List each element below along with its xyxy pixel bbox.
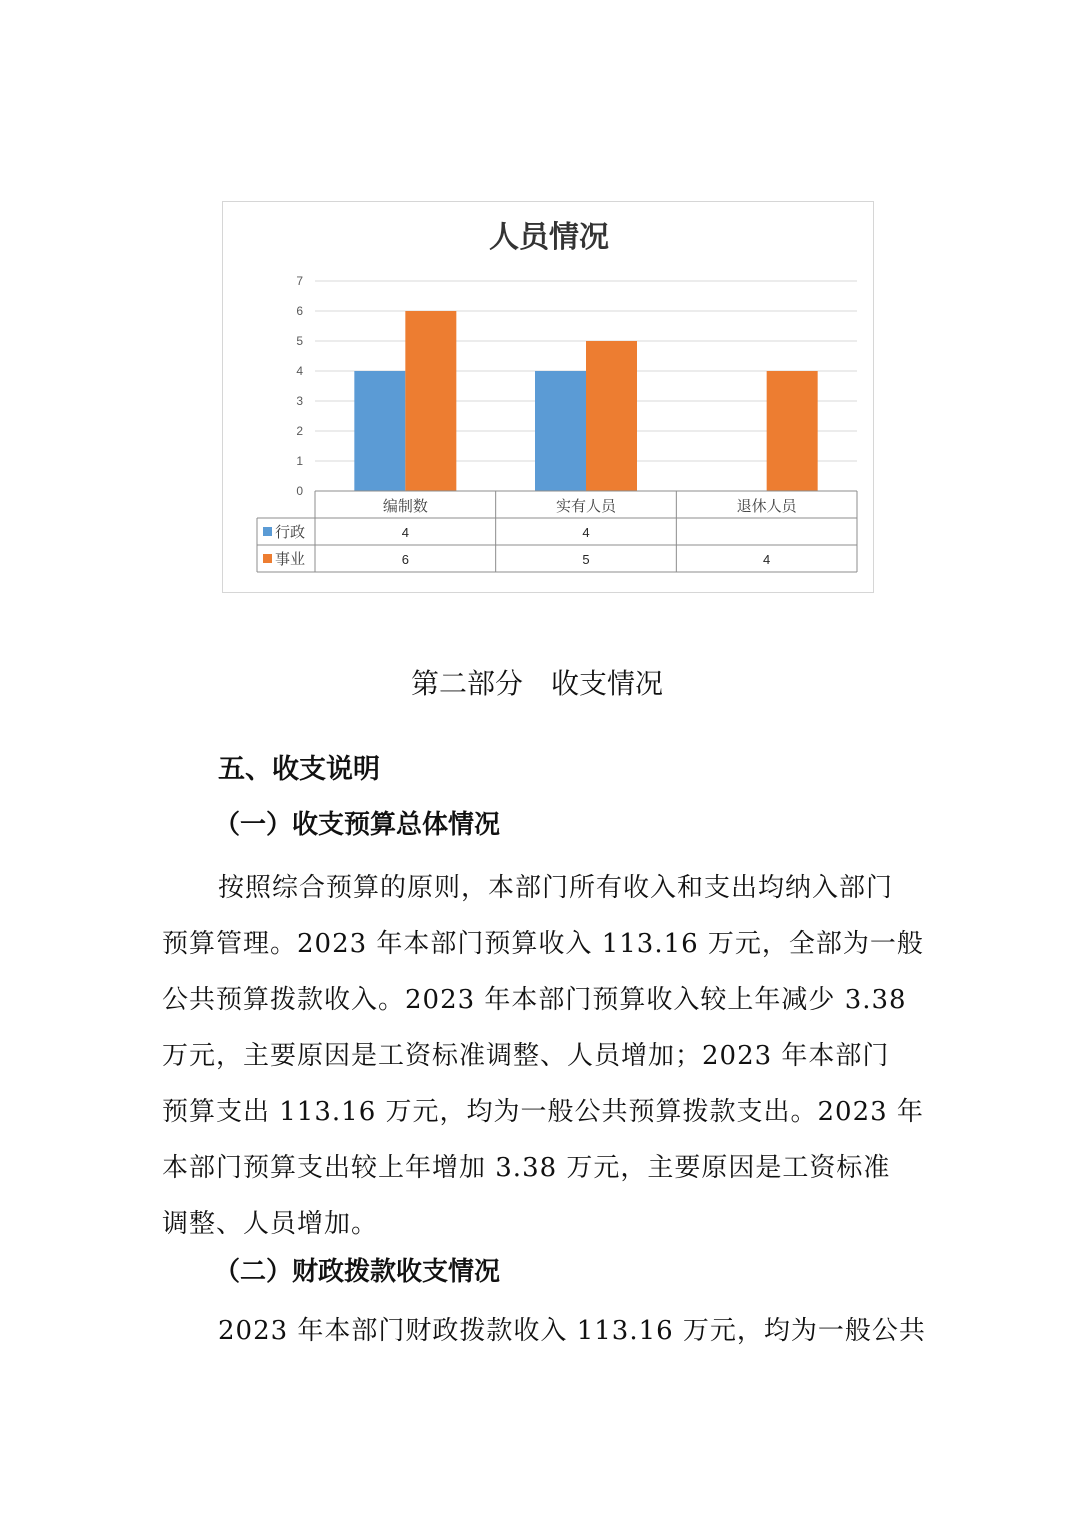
- chart-container: [222, 201, 874, 593]
- table-cell-value: 4: [582, 525, 590, 540]
- bar-admin: [535, 371, 586, 491]
- bar-admin: [354, 371, 405, 491]
- y-tick-label: 1: [296, 454, 303, 468]
- paragraph-line: 本部门预算支出较上年增加 3.38 万元，主要原因是工资标准: [162, 1153, 891, 1183]
- table-cell-value: 4: [401, 525, 409, 540]
- table-cell-value: 5: [582, 552, 590, 567]
- bar-institution: [405, 311, 456, 491]
- paragraph-line: 预算管理。2023 年本部门预算收入 113.16 万元，全部为一般: [162, 929, 924, 959]
- paragraph-line: 调整、人员增加。: [162, 1209, 379, 1239]
- paragraph-budget-overview: [162, 860, 928, 1252]
- legend-swatch: [263, 554, 272, 563]
- paragraph-fiscal-appropriation: [162, 1303, 928, 1359]
- category-label: 实有人员: [555, 497, 617, 515]
- bar-institution: [767, 371, 818, 491]
- paragraph-line: 按照综合预算的原则，本部门所有收入和支出均纳入部门: [218, 873, 894, 903]
- y-tick-label: 3: [296, 394, 303, 408]
- y-tick-label: 0: [296, 484, 303, 498]
- legend-label: 事业: [275, 550, 306, 568]
- y-tick-label: 7: [296, 274, 303, 288]
- paragraph-line: 2023 年本部门财政拨款收入 113.16 万元，均为一般公共: [218, 1316, 926, 1346]
- y-tick-label: 5: [296, 334, 303, 348]
- subsection-heading-1: （一）收支预算总体情况: [214, 810, 501, 840]
- y-tick-label: 2: [296, 424, 303, 438]
- legend-label: 行政: [275, 523, 306, 541]
- category-label: 退休人员: [736, 497, 797, 515]
- table-cell-value: 6: [401, 552, 409, 567]
- personnel-bar-chart: [223, 202, 875, 594]
- y-tick-label: 4: [296, 364, 303, 378]
- chart-title: 人员情况: [489, 220, 609, 255]
- paragraph-line: 万元，主要原因是工资标准调整、人员增加；2023 年本部门: [162, 1041, 890, 1071]
- bar-institution: [586, 341, 637, 491]
- part-title: 第二部分 收支情况: [410, 667, 663, 700]
- paragraph-line: 预算支出 113.16 万元，均为一般公共预算拨款支出。2023 年: [162, 1097, 924, 1127]
- subsection-heading-2: （二）财政拨款收支情况: [214, 1257, 501, 1287]
- legend-swatch: [263, 527, 272, 536]
- paragraph-line: 公共预算拨款收入。2023 年本部门预算收入较上年减少 3.38: [162, 985, 907, 1015]
- section-heading: 五、收支说明: [218, 754, 380, 785]
- table-cell-value: 4: [763, 552, 771, 567]
- y-tick-label: 6: [296, 304, 303, 318]
- category-label: 编制数: [382, 497, 428, 515]
